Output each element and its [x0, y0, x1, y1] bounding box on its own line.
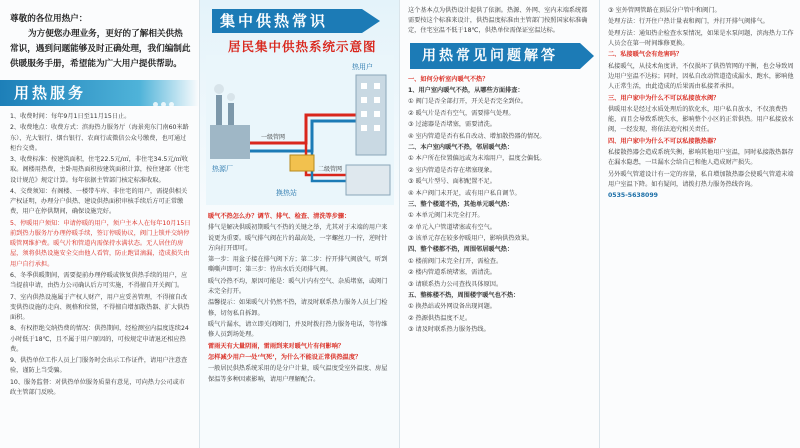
knowledge-title: 集中供热常识 — [212, 9, 362, 33]
faq-answer: ② 热源供热温度不足。 — [408, 314, 472, 322]
knowledge-heading: 暖气不热怎么办？调节、排气、检查、清洗等步骤： — [208, 213, 351, 220]
service-item: 2、收费地点：收费方式：滨海热力服务厅（海景苑东门南60米路东）、光大银行、烟台银行、农商行或微信公众号缴费，也可通过柜台交费。 — [10, 124, 189, 152]
faq-question: 一、如何分析室内暖气不热？ — [408, 75, 489, 83]
faq-question: 二、私接暖气会有危害吗？ — [608, 51, 683, 59]
faq-answer: ④ 本户阀门未开足，或有用户私自调节。 — [408, 189, 521, 197]
knowledge-paragraph: 温馨提示：如果暖气片仍然不热，请及时联系热力服务人员上门检修，切勿私自拆卸。 — [208, 299, 388, 317]
faq-answer: ① 楼前阀门未完全打开，需检查。 — [408, 257, 503, 265]
knowledge-tail: 一般居民供热系统采用的是分户计量，暖气温度受室外温度、房屋保温等多种因素影响，请用户理解配合。 — [208, 365, 388, 383]
faq-answer: ③ 请联系热力公司查找具体原因。 — [408, 280, 503, 288]
faq-answer: ③ 过滤器是否堵塞，需要清洗。 — [408, 121, 496, 129]
knowledge-paragraph: 排气是解决供暖初期暖气不热的关键之举，尤其对于末端的用户来说更为重要。暖气排气阀在片的最高处，一字螺丝刀一拧，逆时针方向打开即可。 — [208, 224, 388, 252]
faq-question: 四、用户家中为什么不可以私接散热器？ — [608, 137, 720, 145]
faq-answer: 处理方法：通知热企检查水泵情况，如果是水泵问题，滨海热力工作人员会在第一时间维修更换。 — [608, 29, 794, 47]
faq-answer: ① 本户所在位置偏远或为末端用户，温度会偏低。 — [408, 155, 546, 163]
faq-answer: ② 室内管道是否存在堵塞现象。 — [408, 166, 496, 174]
service-item: 8、有权拒绝交纳热费的情况：供热期间，经检测室内温度连续24小时低于18℃，且不属于用户原因的，可按规定申请退还相应热费。 — [10, 325, 189, 353]
faq-red-question: 雷雨天有大量阴雨，雷雨到来对暖气片有何影响？ — [208, 342, 345, 350]
faq-answer: ① 本单元阀门未完全打开。 — [408, 212, 484, 220]
service-item: 1、收费时间：每年9月1日至11月15日止。 — [10, 113, 131, 120]
knowledge-paragraph: 暖气冷热不均，原因可能是：暖气片内有空气、杂质堵塞，或阀门未完全打开。 — [208, 277, 388, 295]
service-item: 3、收费标准：按建筑面积，住宅22.5元/㎡，非住宅34.5元/㎡收取。阁楼用热费，主卧用热面积按建筑面积计算，按住建部《住宅设计规范》规定计算。每年依据主管部门核定标准收取。 — [10, 156, 190, 184]
faq-answer: ③ 该单元存在较多停暖用户，影响供热效果。 — [408, 235, 534, 243]
diagram-title: 居民集中供热系统示意图 — [228, 39, 377, 54]
faq-answer: ① 阀门是否全部打开，开关是否完全到位。 — [408, 98, 527, 106]
service-item: 5、停暖用户须知：申请停暖的用户，须户主本人在每年10月15日前到热力服务厅办理停暖手续，签订停暖协议，阀门上锁并交纳停暖管网维护费。暖气片和管道内需保持水满状态。无人居住的房屋，须将供热设施安全交由他人看管，防止跑冒滴漏，造成损失由用户自行承担。 — [10, 219, 191, 268]
label-secondary: 二级管网 — [318, 166, 343, 173]
knowledge-column — [200, 0, 400, 448]
knowledge-paragraph: 第一步：用盆子接在排气阀下方；第二步：拧开排气阀放气，听到嘶嘶声即可；第三步：待出水后关闭排气阀。 — [208, 256, 388, 274]
service-item: 9、供热单位工作人员上门服务时会出示工作证件，请用户注意查验，谨防上当受骗。 — [10, 357, 188, 375]
service-item: 7、室内供热设施属于产权人财产，用户应妥善管理，不得擅自改变供热设施的走向、规格和位置，不得擅自增加散热器、扩大供热面积。 — [10, 293, 190, 321]
knowledge-header — [200, 0, 399, 210]
greeting-title: 尊敬的各位用热户： — [10, 14, 88, 24]
faq-question: 二、本户室内暖气不热，邻居暖气热： — [408, 143, 514, 151]
greeting-body: 为方便您办理业务，更好的了解相关供热常识，遇到问题能够及时正确处理，我们编制此供暖服务手册，希望能为广大用户提供帮助。 — [10, 29, 191, 69]
label-plant: 热源厂 — [212, 165, 233, 173]
label-building: 热用户 — [352, 63, 373, 71]
service-item: 10、服务监督：对供热单位服务质量有意见，可向热力公司或市政主管部门反映。 — [10, 378, 185, 396]
faq-question: 三、用户家中为什么不可以私接放水阀？ — [608, 94, 720, 102]
service-banner — [0, 80, 199, 106]
faq-answer: 私接散热器会造成系统失衡，影响其他用户室温，同时私接散热器存在漏水隐患，一旦漏水会给自己和他人造成财产损失。 — [608, 149, 794, 167]
faq-body — [400, 75, 599, 336]
faq-column-2 — [600, 0, 800, 448]
label-station: 换热站 — [276, 189, 297, 197]
station-icon — [290, 155, 314, 171]
faq-answer: ② 楼内管道系统堵塞，需清洗。 — [408, 269, 496, 277]
label-network: 一级管网 — [261, 134, 286, 141]
faq-red-question-2: 怎样减少用户一处‘气死’，为什么不能设正常供热温度？ — [208, 353, 362, 361]
faq-answer: ④ 室内管道是否有私自改动、增加散热器的情况。 — [408, 132, 546, 140]
heating-system-diagram — [206, 55, 394, 205]
service-item: 4、交费须知：有阁楼、一楼带车库、非住宅的用户，需提供相关产权证明，办理分户供热、建设供热面积审核手续后方可正常缴费，用户在停供期间，确保设施完好。 — [10, 187, 188, 216]
greeting — [0, 0, 199, 72]
faq-answer: 供暖用水是经过水质处理后的软化水，用户私自放水，不仅浪费热能，而且会导致系统失水，影响整个小区的正常供热。用户私接放水阀，一经发现，将依法追究相关责任。 — [608, 105, 794, 134]
service-items — [0, 112, 199, 398]
service-phone[interactable]: 0535-5638099 — [608, 192, 658, 200]
faq-answer: ③ 请及时联系热力服务热线。 — [408, 326, 490, 334]
faq-question: 四、整个楼都不热，周围邻居暖气热： — [408, 246, 514, 254]
faq-answer: ② 暖气片是否有空气，需要排气处理。 — [408, 109, 515, 117]
faq-answer: ③ 室外管网管路在顶层分户管中和阀门。 — [608, 7, 721, 14]
faq-subquestion: 1、用户室内暖气不热，从哪些方面排查： — [408, 87, 524, 94]
faq-question: 五、整栋楼不热，周围楼宇暖气也不热： — [408, 292, 520, 300]
knowledge-paragraph: 暖气片漏水，请立即关闭阀门，并及时拨打热力服务电话，等待维修人员到场处理。 — [208, 320, 388, 339]
faq-intro: 这个基本点为供热设计提供了依据。热源、外网、室内末端系统都需要按这个标准来设计，供热温度标准由主管部门按照国家标准确定，住宅室温不低于18℃，供热单位需保证室温达标。 — [408, 7, 588, 35]
faq-column — [400, 0, 600, 448]
knowledge-body — [200, 210, 399, 385]
faq-question: 三、整个楼道不热，其他单元暖气热： — [408, 200, 514, 208]
service-item: 6、冬季供暖期间，需要提前办理停暖或恢复供热手续的用户，应当提前申请，由热力公司确认后方可实施，不得擅自开关阀门。 — [10, 271, 188, 290]
faq-answer: 处理方法：行开住户热计量表和阀门，并打开排气阀排气。 — [608, 18, 769, 26]
faq-banner: 用热常见问题解答 — [410, 43, 580, 69]
faq-answer: ③ 暖气片型号、面积配置不足。 — [408, 178, 496, 186]
faq-tail: 另外暖气管道设计有一定的容量，私自增加散热器会使暖气管道末端用户室温下降。如有疑问，请拨打热力服务热线咨询。 — [608, 170, 794, 188]
faq-body-2 — [600, 0, 800, 202]
faq-answer: ① 换热站或外网设备出现问题。 — [408, 303, 496, 311]
service-column — [0, 0, 200, 448]
service-banner-title: 用热服务 — [14, 84, 87, 102]
faq-answer: ② 单元入户管道堵塞或有空气。 — [408, 223, 496, 231]
faq-answer: 私接暖气，从技术角度讲，不仅损坏了供热管网的平衡，也会导致周边用户室温不达标；同时，因私自改动管道造成漏水、跑水，影响他人正常生活，由此造成的后果需由私接者承担。 — [608, 62, 794, 91]
dots-decoration-icon — [153, 89, 193, 97]
